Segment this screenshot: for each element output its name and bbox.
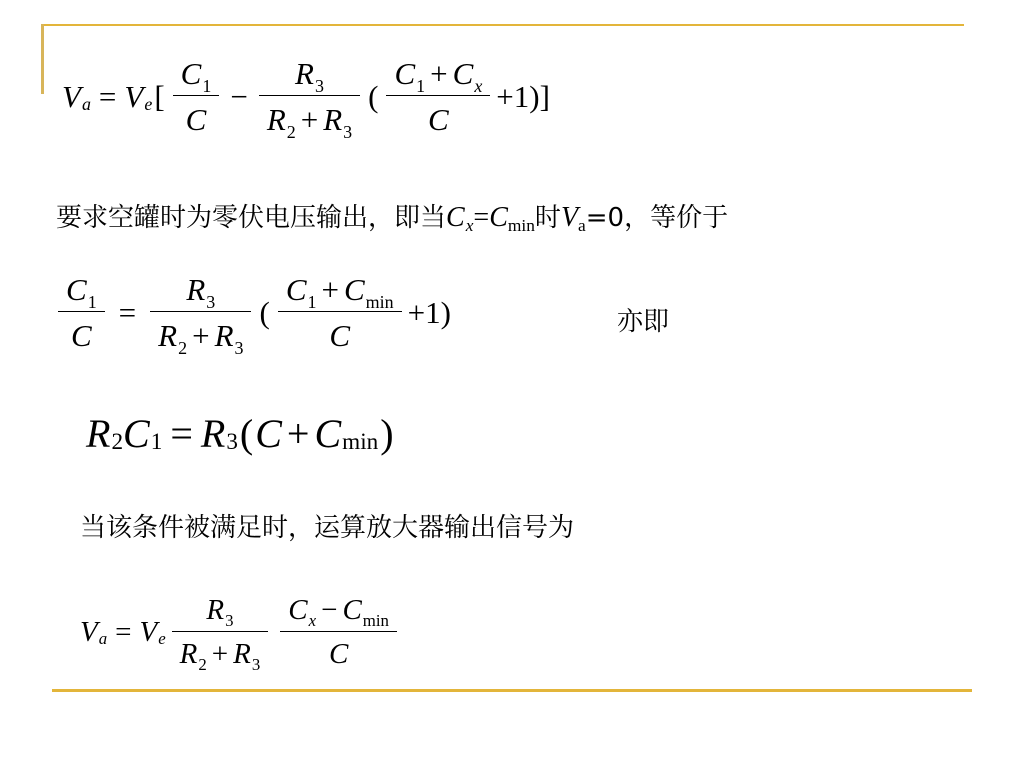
eq2-fraction-c1-over-c [58, 274, 105, 351]
equation-va-general [62, 56, 550, 142]
top-border-line [41, 24, 964, 26]
eq3-equals: = [170, 411, 193, 456]
eq3-c1-sub: 1 [150, 429, 163, 456]
equation-zero-condition [58, 272, 451, 358]
eq2-f2-den-b-var: R [214, 318, 234, 353]
eq2-f3-num-b-var: C [343, 272, 365, 307]
eq1-f2-num-sub: 3 [314, 75, 324, 96]
eq3-r3-var: R [200, 411, 226, 456]
eq4-f2-num-b-sub: min [362, 611, 389, 631]
eq1-left-paren: ( [368, 79, 379, 114]
output-text [80, 515, 574, 541]
eq1-minus: − [230, 79, 248, 114]
eq1-close: )] [529, 79, 550, 114]
eq1-f2-den-b-sub: 3 [343, 121, 353, 142]
eq4-f2-den: C [328, 638, 349, 670]
inline-cx-var: C [446, 202, 465, 233]
eq4-va-sub: a [98, 629, 108, 649]
eq1-f2-plus: + [300, 102, 319, 137]
eq2-fraction-r3-over-r2r3 [150, 272, 251, 358]
eq4-ve-var: V [139, 616, 158, 648]
eq3-plus: + [286, 411, 310, 456]
yiji-text [617, 309, 669, 335]
eq4-f1-plus: + [211, 638, 229, 670]
eq4-va-var: V [80, 616, 98, 648]
eq3-r2-sub: 2 [111, 429, 124, 456]
eq1-f1-num-var: C [180, 56, 202, 91]
eq3-cmin-sub: min [342, 429, 379, 456]
eq1-f3-num-a-var: C [394, 56, 416, 91]
eq4-fraction-cx-minus-cmin-over-c [280, 596, 397, 669]
inline-cmin-var: C [489, 202, 508, 233]
eq1-f2-num-var: R [295, 56, 314, 91]
condition-text-prefix: 要求空罐时为零伏电压输出，即当 [56, 203, 447, 233]
eq4-ve-sub: e [158, 629, 166, 649]
eq4-f1-num-sub: 3 [225, 611, 234, 631]
eq1-ve-sub: e [144, 94, 153, 115]
eq4-f1-den-b-var: R [233, 638, 251, 670]
eq1-f1-den: C [185, 102, 207, 137]
eq2-close: ) [440, 295, 451, 330]
eq2-f3-num-a-var: C [285, 272, 307, 307]
eq4-f2-num-a-var: C [288, 594, 308, 626]
eq2-fraction-c1cmin-over-c [278, 274, 402, 351]
eq4-f1-den-b-sub: 3 [251, 655, 261, 675]
inline-cx [446, 202, 474, 236]
eq4-fraction-r3-over-r2r3 [172, 594, 269, 675]
eq2-f2-den-a-sub: 2 [178, 337, 188, 358]
eq2-f2-num-sub: 3 [206, 291, 216, 312]
inline-va [560, 202, 586, 236]
eq3-right-paren: ) [380, 411, 394, 456]
eq1-f3-num-b-var: C [452, 56, 474, 91]
output-text-label: 当该条件被满足时，运算放大器输出信号为 [80, 513, 575, 543]
condition-text [56, 202, 729, 236]
eq2-f2-den-b-sub: 3 [234, 337, 244, 358]
eq2-f3-num-b-sub: min [365, 291, 394, 312]
eq4-f2-num-a-sub: x [308, 611, 317, 631]
eq2-f2-den-a-var: R [158, 318, 178, 353]
eq1-f3-num-b-sub: x [474, 75, 483, 96]
eq3-c1-var: C [123, 411, 150, 456]
eq1-f3-den: C [428, 102, 449, 137]
eq2-plus-one: +1 [407, 295, 441, 330]
eq1-f2-den-a-sub: 2 [286, 121, 296, 142]
eq1-f3-num-a-sub: 1 [416, 75, 426, 96]
inline-equals: = [473, 202, 490, 233]
eq3-cmin-var: C [314, 411, 342, 456]
eq2-lhs-num-var: C [66, 272, 87, 307]
eq1-plus-one: +1 [496, 79, 530, 114]
eq1-equals: = [98, 79, 117, 114]
left-border-line [41, 24, 44, 94]
eq2-equals: = [118, 295, 137, 330]
eq2-f2-plus: + [192, 318, 210, 353]
eq2-f3-den: C [329, 318, 351, 353]
eq3-c-var: C [255, 411, 282, 456]
inline-va-sub: a [578, 216, 586, 236]
eq4-f1-num-var: R [206, 594, 225, 626]
condition-text-mid: 时 [534, 203, 561, 233]
inline-cmin-sub: min [507, 216, 535, 236]
eq1-va-sub: a [81, 94, 91, 115]
condition-text-suffix: =0，等价于 [585, 203, 729, 233]
eq2-left-paren: ( [259, 295, 270, 330]
inline-cmin [489, 202, 535, 236]
eq3-left-paren: ( [239, 411, 254, 456]
eq1-va-var: V [62, 79, 81, 114]
eq4-f2-minus: − [321, 594, 338, 626]
eq3-r2-var: R [86, 411, 111, 456]
eq2-f2-num-var: R [186, 272, 206, 307]
eq1-f3-plus: + [430, 56, 448, 91]
inline-cx-sub: x [465, 216, 474, 236]
eq4-f2-num-b-var: C [342, 594, 362, 626]
eq2-lhs-den: C [70, 318, 92, 353]
inline-va-var: V [560, 202, 579, 233]
eq1-f1-num-sub: 1 [202, 75, 212, 96]
eq1-fraction-r3-over-r2r3 [259, 56, 360, 142]
eq1-f2-den-a-var: R [266, 102, 286, 137]
bottom-border-line [52, 689, 972, 692]
eq4-f1-den-a-sub: 2 [198, 655, 207, 675]
eq1-fraction-c1cx-over-c [386, 58, 490, 135]
eq2-lhs-num-sub: 1 [87, 291, 97, 312]
eq1-left-bracket: [ [154, 79, 165, 114]
eq1-f2-den-b-var: R [323, 102, 343, 137]
eq2-f3-plus: + [321, 272, 339, 307]
eq3-r3-sub: 3 [226, 429, 238, 456]
eq4-f1-den-a-var: R [179, 638, 198, 670]
equation-va-output [80, 594, 403, 675]
eq4-equals: = [115, 616, 132, 648]
yiji-label: 亦即 [617, 307, 670, 337]
equation-r2c1 [86, 411, 396, 456]
eq1-ve-var: V [124, 79, 144, 114]
eq1-fraction-c1-over-c [173, 58, 220, 135]
eq2-f3-num-a-sub: 1 [307, 291, 317, 312]
